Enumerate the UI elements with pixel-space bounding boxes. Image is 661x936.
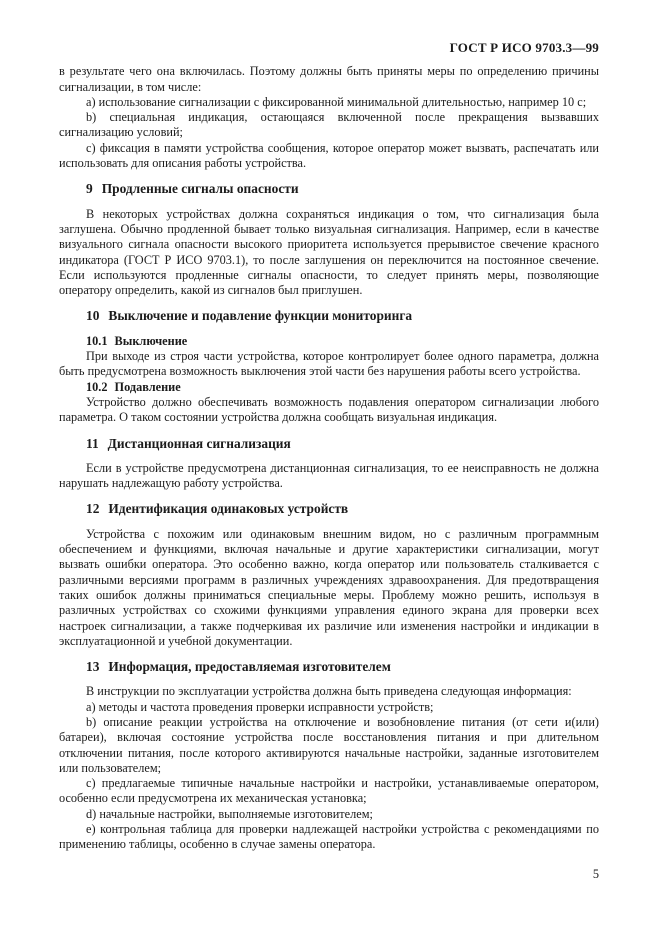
section-12-paragraph: Устройства с похожим или одинаковым внешним видом, но с различным программным обеспечением и функциями, включая начальные и другие характеристики сигнализации, могут вызвать ошибки оператора. Это особенно важно, когда оператор или пользователь сталкивается с различными версиями программ в различных учреждениях здравоохранения. Для предотвращения таких ошибок должны приниматься специальные меры. Проблему можно решить, используя в различных устройствах со схожими функциями управления единого экрана для проверки всех настроек сигнализации, а также подчеркивая их различие или изменения настройки и индикации в эксплуатационной и учебной документации.	[59, 526, 599, 648]
section-11-heading	[59, 436, 599, 451]
section-13-item-b: b) описание реакции устройства на отключение и возобновление питания (от сети и(или) батареи), включая состояние устройства после восстановления питания и при длительном отключении питания, после которого активируются начальные настройки, заданные изготовителем или пользователем;	[59, 714, 599, 775]
intro-item-c: c) фиксация в памяти устройства сообщения, которое оператор может вызвать, распечатать или использовать для описания работы устройства.	[59, 140, 599, 171]
section-10-1-title: Выключение	[114, 333, 188, 348]
section-13-item-a: a) методы и частота проведения проверки исправности устройств;	[86, 699, 434, 714]
section-11-number: 11	[86, 435, 99, 451]
section-13-heading	[59, 659, 599, 674]
intro-paragraph: в результате чего она включилась. Поэтому должны быть приняты меры по определению причины сигнализации, в том числе:	[59, 64, 599, 94]
section-13-item-d: d) начальные настройки, выполняемые изготовителем;	[86, 806, 373, 821]
section-12-heading	[59, 501, 599, 516]
section-10-title: Выключение и подавление функции мониторинга	[108, 308, 413, 324]
section-9-number: 9	[86, 181, 93, 197]
section-10-1-paragraph: При выходе из строя части устройства, которое контролирует более одного параметра, должна быть предусмотрена возможность выключения этой части без нарушения работы всего устройства.	[59, 349, 599, 379]
section-13-item-e: e) контрольная таблица для проверки надлежащей настройки устройства с рекомендациями по применению таблицы, особенно в случае замены оператора.	[59, 822, 599, 852]
section-13-item-c: c) предлагаемые типичные начальные настройки и настройки, устанавливаемые оператором, особенно если предусмотрена их механическая установка;	[59, 776, 599, 806]
intro-item-a: a) использование сигнализации с фиксированной минимальной длительностью, например 10 с;	[86, 94, 587, 109]
section-9-paragraph: В некоторых устройствах должна сохраняться индикация о том, что сигнализация была заглушена. Обычно продленной бывает только визуальная сигнализация. Например, если в качестве визуального сигнала опасности высокого приоритета используется прерывистое свечение красного индикатора (ГОСТ Р ИСО 9703.1), то после заглушения он переключится на постоянное свечение. Если используются продленные сигналы опасности, то следует принять меры, позволяющие оператору определить, какой из сигналов был приглушен.	[59, 206, 599, 298]
section-9-heading	[59, 181, 599, 196]
section-13-number: 13	[86, 659, 100, 675]
section-10-heading	[59, 308, 599, 323]
section-10-number: 10	[86, 308, 100, 324]
section-10-2-heading	[59, 380, 599, 395]
section-10-2-title: Подавление	[114, 379, 181, 394]
section-10-1-heading	[59, 334, 599, 349]
section-11-title: Дистанционная сигнализация	[107, 435, 291, 451]
section-9-title: Продленные сигналы опасности	[101, 181, 299, 197]
section-11-paragraph: Если в устройстве предусмотрена дистанционная сигнализация, то ее неисправность не должна нарушать надлежащую работу устройства.	[59, 460, 599, 491]
doc-header-code: ГОСТ Р ИСО 9703.3—99	[449, 40, 599, 55]
section-13-paragraph: В инструкции по эксплуатации устройства должна быть приведена следующая информация:	[86, 684, 572, 699]
page-number: 5	[592, 866, 599, 881]
section-10-1-number: 10.1	[86, 333, 108, 348]
intro-item-b: b) специальная индикация, остающаяся включенной после прекращения вызвавших сигнализацию условий;	[59, 110, 599, 140]
section-13-title: Информация, предоставляемая изготовителем	[108, 659, 391, 675]
section-10-2-paragraph: Устройство должно обеспечивать возможность подавления оператором сигнализации любого параметра. О таком состоянии устройства должна сообщать визуальная индикация.	[59, 394, 599, 425]
section-10-2-number: 10.2	[86, 379, 108, 394]
section-12-title: Идентификация одинаковых устройств	[108, 501, 349, 517]
section-12-number: 12	[86, 501, 100, 517]
